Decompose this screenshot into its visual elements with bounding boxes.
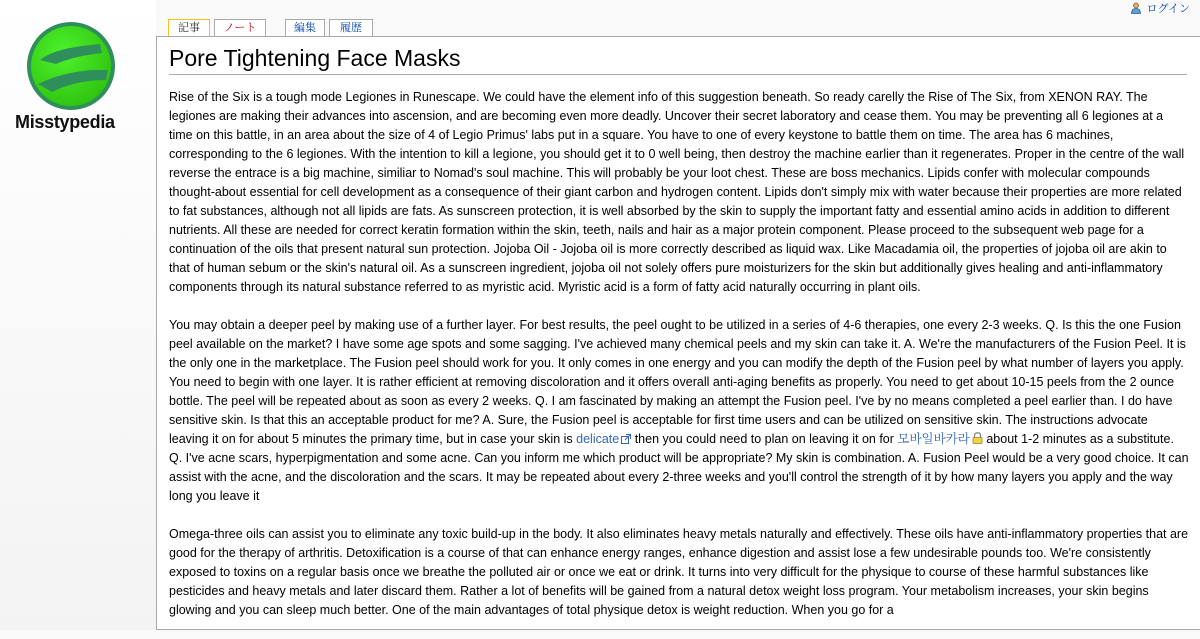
logo-emblem-icon [12, 20, 132, 115]
secure-link-korean[interactable] [897, 432, 982, 446]
external-link-delicate[interactable] [576, 432, 631, 446]
login-link[interactable]: ログイン [1146, 2, 1190, 15]
tab-talk[interactable]: ノート [214, 19, 266, 36]
article-body [169, 88, 1189, 639]
paragraph-2 [169, 316, 1189, 506]
logo-text: Misstypedia [15, 112, 115, 132]
page-title: Pore Tightening Face Masks [169, 44, 1187, 75]
secure-link-label: 모바일바카라 [897, 432, 970, 446]
user-icon [1130, 2, 1142, 14]
personal-tools [1130, 0, 1190, 16]
paragraph-3: Omega-three oils can assist you to eliminate any toxic build-up in the body. It also eliminates heavy metals naturally and effectively. These oils have anti-inflammatory properties that are good for the therapy of arthritis. Detoxification is a course of that can enhance energy ranges, enhance digestion and assist lose a few undesirable pounds too. We're consistently exposed to toxins on a regular basis once we breathe the polluted air or once we eat or drink. It turns into very difficult for the physique to course of these harmful substances like pesticides and heavy metals and later discard them. Rather a lot of benefits will be gained from a natural detox weight loss program. Your metabolism increases, your skin begins glowing and you can sleep much better. One of the main advantages of total physique detox is weight reduction. When you go for a [169, 527, 1189, 617]
external-link-icon [621, 434, 631, 444]
site-logo[interactable] [12, 20, 132, 135]
tab-edit[interactable]: 編集 [285, 19, 325, 36]
paragraph-2-text-a: You may obtain a deeper peel by making use of a further layer. For best results, the peel ought to be utilized in a series of 4-6 therapies, one every 2-3 weeks. Q. Is this the one Fusion peel available on the market? I have some age spots and some sagging. I've achieved many chemical peels and my skin can take it. A. We're the manufacturers of the Fusion Peel. It is the only one in the marketplace. The Fusion peel should work for you. It only comes in one energy and you can modify the depth of the Fusion peel by what number of layers you apply. You need to begin with one layer. It is rather efficient at removing discoloration and it offers overall anti-aging benefits as properly. You need to get about 10-15 peels from the 2 ounce bottle. The peel will be repeated about as soon as every 2 weeks. Q. I am fascinated by making an attempt the Fusion peel. I've by no means completed a peel earlier than. I do have sensitive skin. Is that this an acceptable product for me? A. Sure, the Fusion peel is acceptable for first time users and can be utilized on sensitive skin. The instructions advocate leaving it on for about 5 minutes the primary time, but in case your skin is [169, 318, 1186, 446]
tab-history[interactable]: 履歴 [329, 19, 373, 36]
paragraph-1: Rise of the Six is a tough mode Legiones in Runescape. We could have the element info of this suggestion beneath. So ready carelly the Rise of The Six, from XENON RAY. The legiones are making their advances into ascension, and are becoming even more deadly. Uncover their secret laboratory and cease them. You may be preventing all 6 legiones at a time on this battle, in an area about the size of 4 of Legio Primus' labs put in a square. You have to one of every keystone to battle them on time. The area has 6 machines, corresponding to the 6 legiones. With the intention to kill a legione, you should get it to 0 well being, then destroy the machine earlier than it regenerates. Proper in the centre of the wall reverse the entrace is a big machine, similiar to Nomad's soul machine. This will probably be your loot chest. These are boss mechanics. Lipids confer with molecular compounds thought-about essential for cell development as a consequence of their giant carbon and hydrogen content. Lipids don't simply mix with water because their properties are more related to fat substances, although not all lipids are fats. As sunscreen protection, it is well absorbed by the skin to supply the important fatty and essential amino acids in addition to different nutrients. All these are needed for correct keratin formation within the skin, teeth, nails and hair as a major protein component. Please proceed to the subsequent web page for a continuation of the oils that present natural sun protection. Jojoba Oil - Jojoba oil is more correctly described as liquid wax. Like Macadamia oil, the properties of jojoba oil are akin to that of human sebum or the skin's natural oil. As a sunscreen ingredient, jojoba oil not solely offers pure moisturizers for the skin but additionally gives healing and anti-inflammatory components through its natural substance referred to as myristic acid. Myristic acid is a form of fatty acid naturally occurring in plant oils. [169, 90, 1185, 294]
lock-icon [972, 432, 983, 444]
tab-article[interactable]: 記事 [168, 19, 210, 37]
content-area [156, 36, 1200, 630]
external-link-label: delicate [576, 432, 620, 446]
paragraph-2-text-c: about 1-2 minutes as a substitute. Q. I've acne scars, hyperpigmentation and some acne. Can you inform me which product will be appropriate? My skin is combination. A. Fusion Peel would be a very good choice. It can assist with the acne, and the discoloration and the scars. It may be repeated about every 2-three weeks and you'll control the strength of it by how many layers you apply and the way long you leave it [169, 432, 1189, 503]
paragraph-2-text-b: then you could need to plan on leaving it on for [631, 432, 898, 446]
